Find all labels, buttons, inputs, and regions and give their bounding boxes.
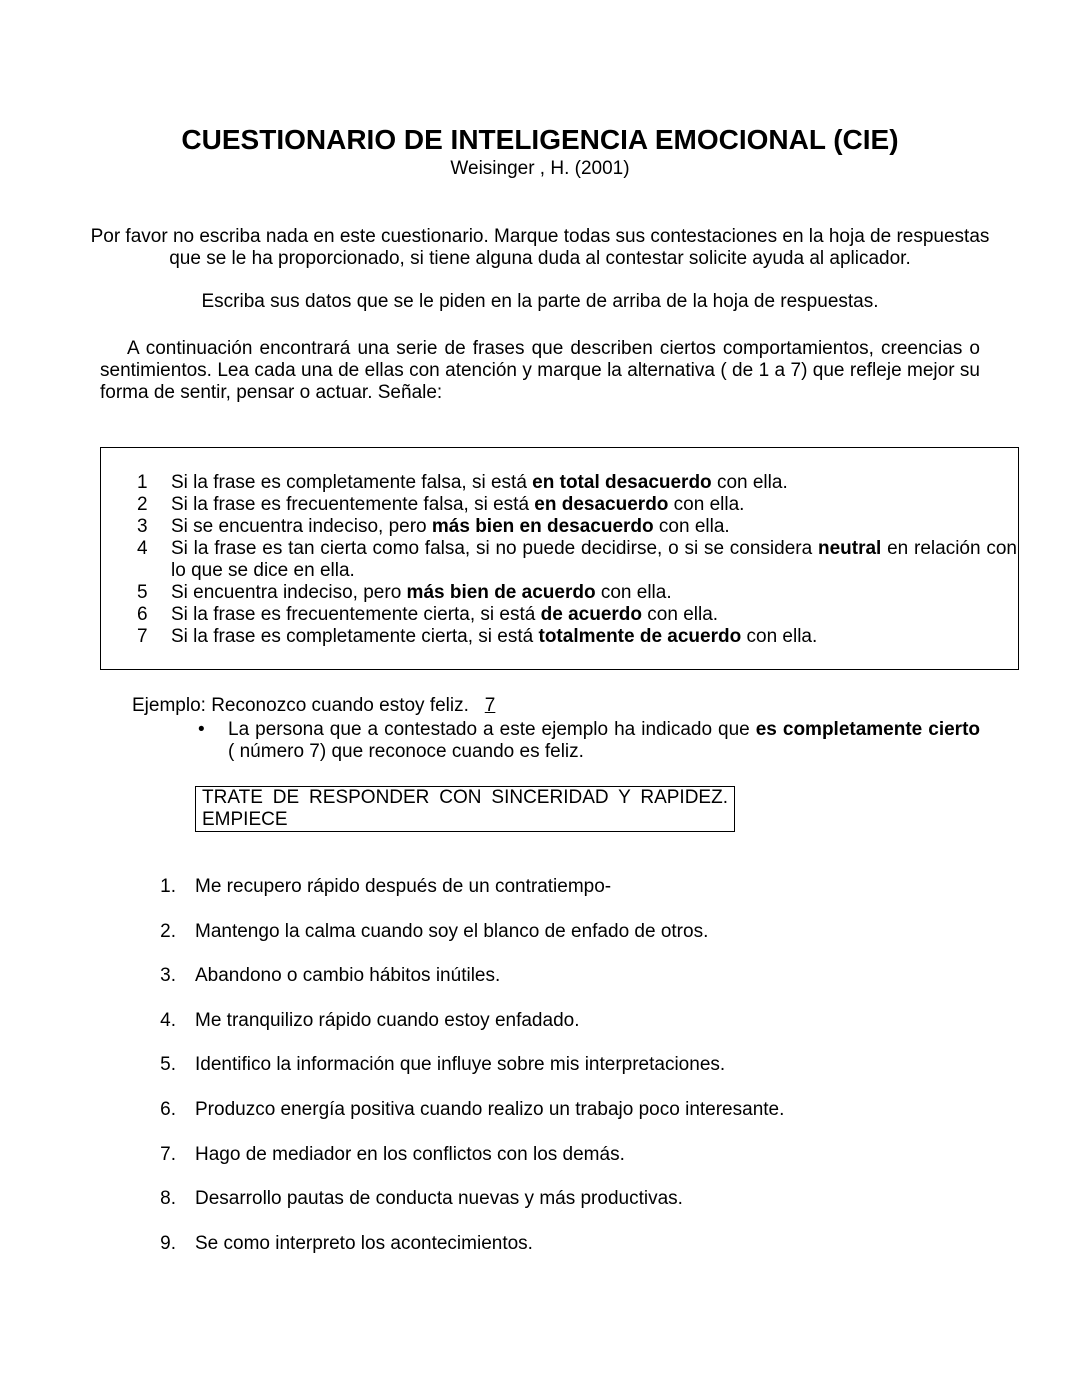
question-item bbox=[140, 1233, 784, 1278]
question-number: 5. bbox=[160, 1054, 176, 1076]
instruction-paragraph-2: Escriba sus datos que se le piden en la parte de arriba de la hoja de respuestas. bbox=[201, 291, 879, 312]
question-number: 8. bbox=[160, 1188, 176, 1210]
response-scale-list bbox=[137, 472, 1017, 648]
scale-text-bold: más bien en desacuerdo bbox=[431, 516, 654, 537]
question-item bbox=[140, 1010, 784, 1055]
scale-item bbox=[137, 538, 1017, 582]
explanation-bold: es completamente cierto bbox=[755, 719, 980, 740]
question-text: Identifico la información que influye sobre mis interpretaciones. bbox=[195, 1054, 726, 1076]
question-item bbox=[140, 1144, 784, 1189]
scale-text-bold: en total desacuerdo bbox=[532, 472, 712, 493]
scale-text: Si la frase es frecuentemente cierta, si está bbox=[171, 604, 541, 625]
scale-text: Si la frase es tan cierta como falsa, si no puede decidirse, o si se considera bbox=[171, 538, 818, 559]
scale-text: Si la frase es completamente cierta, si está bbox=[171, 626, 539, 647]
scale-text-bold: neutral bbox=[817, 538, 882, 559]
scale-text-end: en relación con lo que se dice en ella. bbox=[171, 538, 1017, 581]
question-text: Se como interpreto los acontecimientos. bbox=[195, 1232, 533, 1254]
question-item bbox=[140, 876, 784, 921]
notice-box bbox=[195, 786, 735, 832]
example-explanation bbox=[198, 719, 980, 763]
scale-text-end: con ella. bbox=[653, 516, 730, 537]
scale-text-bold: en desacuerdo bbox=[534, 494, 669, 515]
scale-text-end: con ella. bbox=[668, 494, 745, 515]
document-title: CUESTIONARIO DE INTELIGENCIA EMOCIONAL (CIE) bbox=[181, 124, 899, 155]
scale-text: Si la frase es frecuentemente falsa, si está bbox=[171, 494, 535, 515]
question-text: Desarrollo pautas de conducta nuevas y más productivas. bbox=[195, 1188, 683, 1210]
example-answer: 7 bbox=[484, 695, 496, 716]
question-text: Abandono o cambio hábitos inútiles. bbox=[195, 965, 501, 987]
scale-number: 3 bbox=[137, 516, 148, 537]
scale-number: 6 bbox=[137, 604, 148, 625]
scale-item bbox=[137, 516, 1017, 538]
scale-item bbox=[137, 626, 1017, 648]
example bbox=[132, 695, 495, 717]
question-number: 2. bbox=[160, 920, 176, 942]
question-number: 9. bbox=[160, 1232, 176, 1254]
example-label: Ejemplo: Reconozco cuando estoy feliz. bbox=[132, 695, 469, 716]
scale-item bbox=[137, 472, 1017, 494]
question-text: Produzco energía positiva cuando realizo un trabajo poco interesante. bbox=[195, 1098, 785, 1120]
question-number: 7. bbox=[160, 1143, 176, 1165]
scale-text: Si se encuentra indeciso, pero bbox=[171, 516, 432, 537]
scale-item bbox=[137, 604, 1017, 626]
scale-text-bold: totalmente de acuerdo bbox=[538, 626, 742, 647]
document-author: Weisinger , H. (2001) bbox=[450, 158, 630, 179]
response-scale-box bbox=[100, 447, 1019, 670]
scale-item bbox=[137, 494, 1017, 516]
question-text: Me tranquilizo rápido cuando estoy enfadado. bbox=[195, 1009, 580, 1031]
question-number: 4. bbox=[160, 1009, 176, 1031]
question-number: 1. bbox=[160, 876, 176, 897]
scale-text-bold: más bien de acuerdo bbox=[406, 582, 596, 603]
scale-text-bold: de acuerdo bbox=[540, 604, 642, 625]
notice-line-2: EMPIECE bbox=[202, 809, 288, 830]
instruction-paragraph-3: A continuación encontrará una serie de frases que describen ciertos comportamientos, creencias o sentimientos. Lea cada una de ellas con atención y marque la alternativa ( de 1 a 7) que refleje mejor su forma de sentir, pensar o actuar. Señale: bbox=[100, 338, 980, 403]
question-item bbox=[140, 1188, 784, 1233]
scale-number: 2 bbox=[137, 494, 148, 515]
notice-line-1: TRATE DE RESPONDER CON SINCERIDAD Y RAPIDEZ. bbox=[202, 787, 728, 808]
scale-text-end: con ella. bbox=[642, 604, 719, 625]
question-text: Mantengo la calma cuando soy el blanco de enfado de otros. bbox=[195, 920, 709, 942]
scale-text-end: con ella. bbox=[741, 626, 818, 647]
question-list bbox=[140, 876, 784, 1277]
scale-text: Si la frase es completamente falsa, si está bbox=[171, 472, 533, 493]
question-item bbox=[140, 965, 784, 1010]
scale-number: 4 bbox=[137, 538, 148, 559]
question-text: Me recupero rápido después de un contratiempo- bbox=[195, 876, 612, 897]
question-number: 3. bbox=[160, 965, 176, 987]
scale-text-end: con ella. bbox=[711, 472, 788, 493]
question-text: Hago de mediador en los conflictos con los demás. bbox=[195, 1143, 625, 1165]
scale-item bbox=[137, 582, 1017, 604]
question-item bbox=[140, 1099, 784, 1144]
scale-text-end: con ella. bbox=[595, 582, 672, 603]
explanation-text: La persona que a contestado a este ejemplo ha indicado que bbox=[228, 719, 756, 740]
scale-number: 1 bbox=[137, 472, 148, 493]
question-item bbox=[140, 921, 784, 966]
scale-number: 7 bbox=[137, 626, 148, 647]
scale-text: Si encuentra indeciso, pero bbox=[171, 582, 407, 603]
bullet-icon: • bbox=[198, 719, 205, 740]
explanation-text-end: ( número 7) que reconoce cuando es feliz. bbox=[228, 741, 584, 762]
scale-number: 5 bbox=[137, 582, 148, 603]
question-item bbox=[140, 1054, 784, 1099]
question-number: 6. bbox=[160, 1098, 176, 1120]
instruction-paragraph-1: Por favor no escriba nada en este cuestionario. Marque todas sus contestaciones en la hoja de respuestas que se le ha proporcionado, si tiene alguna duda al contestar solicite ayuda al aplicador. bbox=[90, 226, 990, 269]
